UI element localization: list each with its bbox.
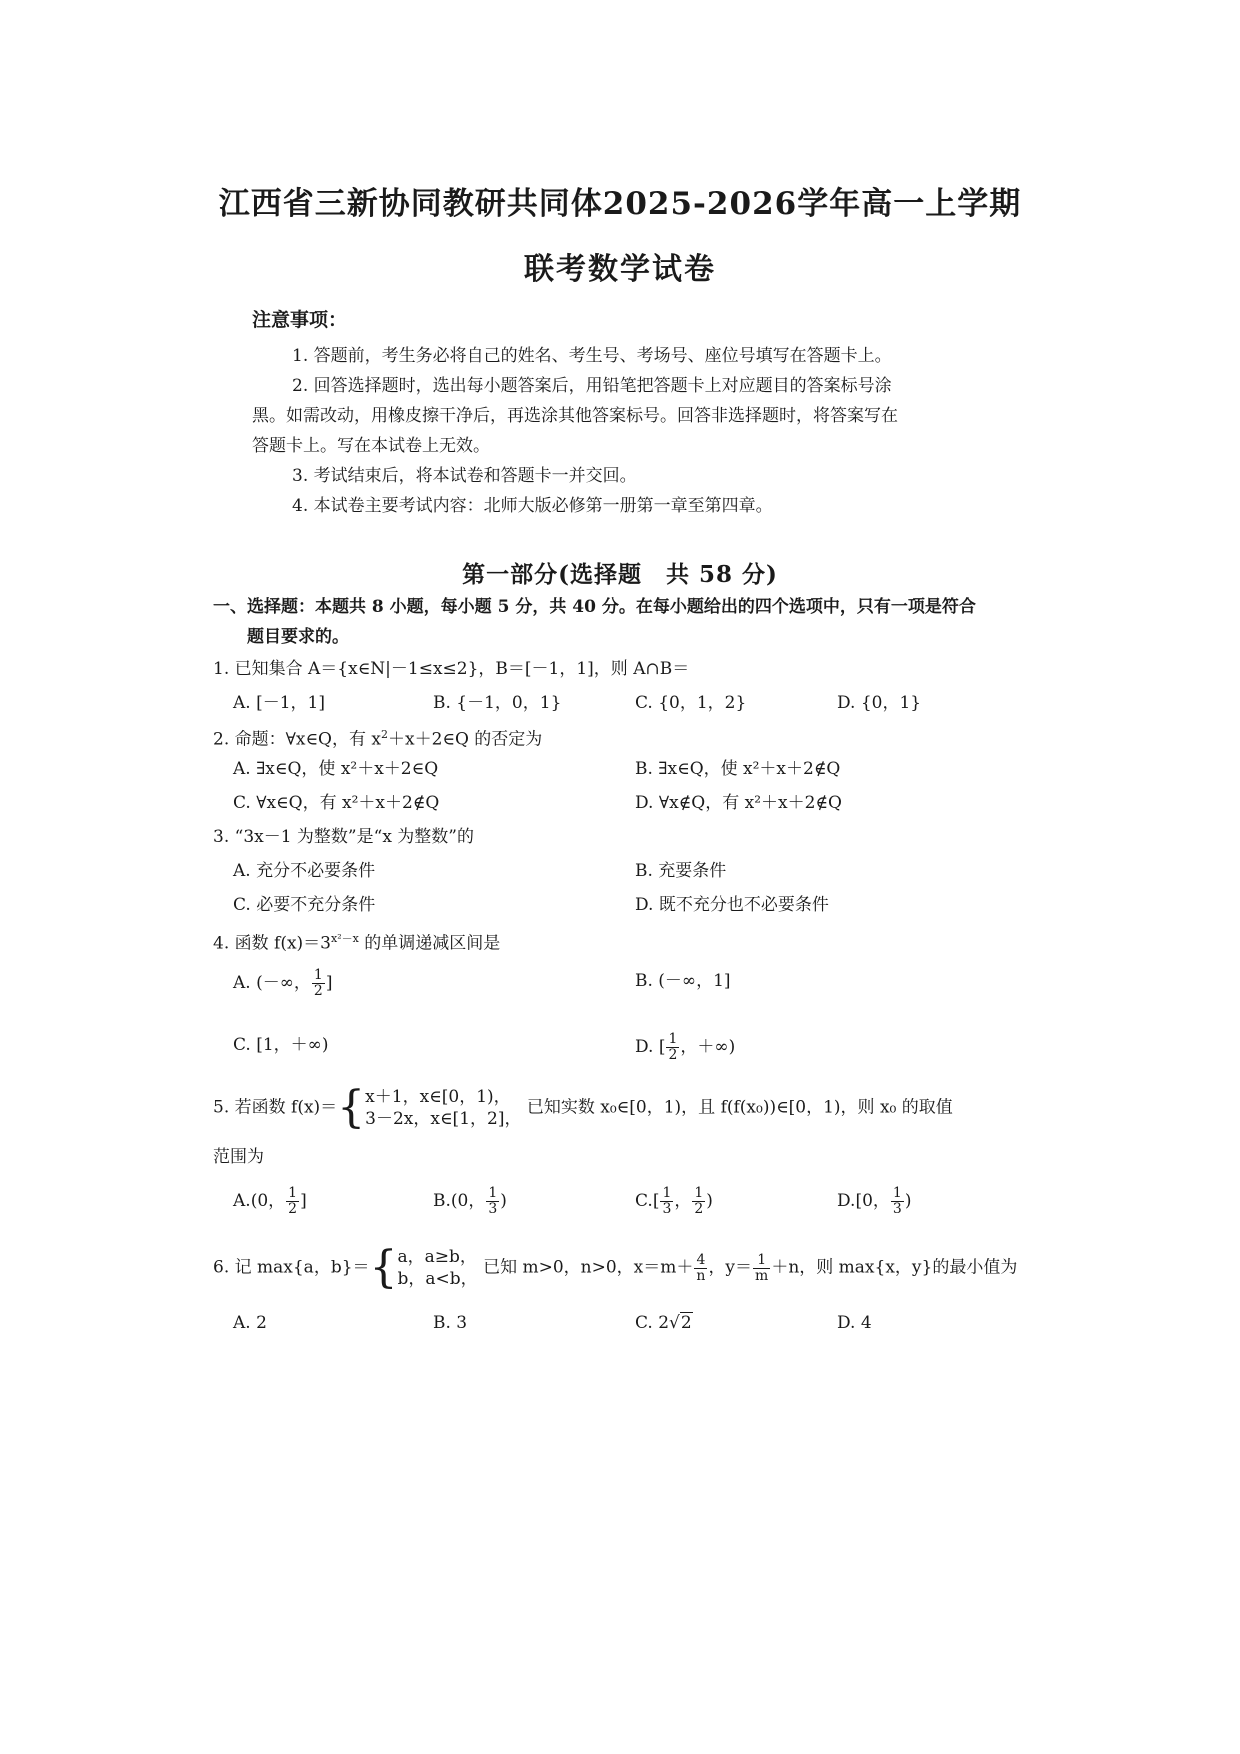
option-a: A. ∃x∈Q，使 x²＋x＋2∈Q	[233, 759, 439, 779]
part-one-title: 第一部分(选择题 共 58 分)	[462, 561, 778, 588]
notice-item: 4. 本试卷主要考试内容：北师大版必修第一册第一章至第四章。	[292, 496, 773, 516]
option-c: C. 必要不充分条件	[233, 895, 376, 915]
brace-glyph: {	[337, 1082, 366, 1133]
fraction: $\frac{1}{2}$	[288, 1185, 298, 1217]
question-5-stem-cont: 范围为	[213, 1147, 264, 1167]
option-c: C. {0，1，2}	[635, 693, 747, 713]
fraction: $\frac{1}{m}$	[755, 1251, 769, 1284]
brace-glyph: {	[369, 1242, 398, 1293]
notice-item: 3. 考试结束后，将本试卷和答题卡一并交回。	[292, 466, 637, 486]
question-3-stem: 3. “3x－1 为整数”是“x 为整数”的	[213, 827, 475, 847]
fraction: $\frac{1}{3}$	[662, 1185, 672, 1217]
option-d: D. 4	[837, 1313, 872, 1333]
option-a: A. 2	[233, 1313, 267, 1333]
stem-text: 4. 函数 f(x)＝3	[213, 933, 331, 954]
question-5-stem	[213, 1082, 953, 1133]
option-b: B. {－1，0，1}	[433, 693, 562, 713]
section-line: 一、选择题：本题共 8 小题，每小题 5 分，共 40 分。在每小题给出的四个选项中，只有一项是符合	[213, 597, 976, 617]
option-c: C. 2√2	[635, 1313, 692, 1333]
section-one-instructions	[213, 592, 1043, 652]
fraction: $\frac{1}{2}$	[668, 1031, 678, 1063]
option-d: D. 既不充分也不必要条件	[635, 895, 829, 915]
option-c: C. [1，＋∞)	[233, 1035, 329, 1055]
stem-text: 5. 若函数 f(x)＝	[213, 1097, 338, 1118]
option-c: C. ∀x∈Q，有 x²＋x＋2∉Q	[233, 793, 440, 813]
exponent: x²－x	[331, 932, 359, 945]
section-line: 题目要求的。	[247, 627, 349, 647]
exam-title-line2: 联考数学试卷	[524, 252, 716, 287]
stem-text: 6. 记 max{a，b}＝	[213, 1257, 370, 1278]
exam-title-line1: 江西省三新协同教研共同体2025-2026学年高一上学期	[218, 186, 1022, 222]
option-b: B.(0， $\frac{1}{3}$ )	[433, 1185, 507, 1217]
fraction: $\frac{1}{3}$	[488, 1185, 498, 1217]
question-4-stem	[213, 926, 500, 957]
option-d: D. [ $\frac{1}{2}$ ，＋∞)	[635, 1031, 736, 1063]
stem-text: 已知实数 x₀∈[0，1)，且 f(f(x₀))∈[0，1)，则 x₀ 的取值	[526, 1097, 953, 1118]
question-6-stem	[213, 1242, 1018, 1293]
option-d: D. ∀x∉Q，有 x²＋x＋2∉Q	[635, 793, 842, 813]
option-b: B. 充要条件	[635, 861, 727, 881]
stem-text: 2. 命题：∀x∈Q，有 x	[213, 729, 381, 750]
option-b: B. (－∞，1]	[635, 971, 731, 991]
option-a: A. (－∞， $\frac{1}{2}$ ]	[233, 967, 333, 999]
stem-text: ，y＝	[708, 1257, 753, 1278]
fraction: $\frac{4}{n}$	[696, 1251, 706, 1284]
stem-text: ＋n，则 max{x，y}的最小值为	[771, 1257, 1018, 1278]
option-d: D.[0， $\frac{1}{3}$ )	[837, 1185, 912, 1217]
notice-block	[252, 305, 1012, 521]
notice-item: 黑。如需改动，用橡皮擦干净后，再选涂其他答案标号。回答非选择题时，将答案写在	[252, 406, 898, 426]
question-1-stem: 1. 已知集合 A＝{x∈N|－1≤x≤2}，B＝[－1，1]，则 A∩B＝	[213, 659, 690, 679]
option-b: B. ∃x∈Q，使 x²＋x＋2∉Q	[635, 759, 841, 779]
piecewise-cases: x＋1，x∈[0，1)， 3－2x，x∈[1，2]，	[365, 1087, 522, 1129]
option-c: C.[ $\frac{1}{3}$ ， $\frac{1}{2}$ )	[635, 1185, 713, 1217]
stem-text: ＋x＋2∈Q 的否定为	[387, 729, 543, 750]
option-a: A. [－1，1]	[233, 693, 325, 713]
option-a: A. 充分不必要条件	[233, 861, 376, 881]
stem-text: 的单调递减区间是	[358, 933, 501, 954]
notice-title: 注意事项：	[252, 309, 348, 331]
stem-text: 已知 m>0，n>0，x＝m＋	[483, 1257, 694, 1278]
piecewise-cases: a，a≥b， b，a<b，	[397, 1247, 478, 1289]
option-b: B. 3	[433, 1313, 468, 1333]
fraction: $\frac{1}{3}$	[892, 1185, 902, 1217]
fraction: $\frac{1}{2}$	[694, 1185, 704, 1217]
notice-item: 1. 答题前，考生务必将自己的姓名、考生号、考场号、座位号填写在答题卡上。	[292, 346, 892, 366]
option-a: A.(0， $\frac{1}{2}$ ]	[233, 1185, 307, 1217]
option-d: D. {0，1}	[837, 693, 922, 713]
notice-item: 答题卡上。写在本试卷上无效。	[252, 436, 490, 456]
notice-item: 2. 回答选择题时，选出每小题答案后，用铅笔把答题卡上对应题目的答案标号涂	[292, 376, 892, 396]
fraction: $\frac{1}{2}$	[313, 967, 323, 999]
question-2-stem: 2. 命题：∀x∈Q，有 $x^2+x+2\in Q$ 的否定为	[213, 728, 543, 750]
